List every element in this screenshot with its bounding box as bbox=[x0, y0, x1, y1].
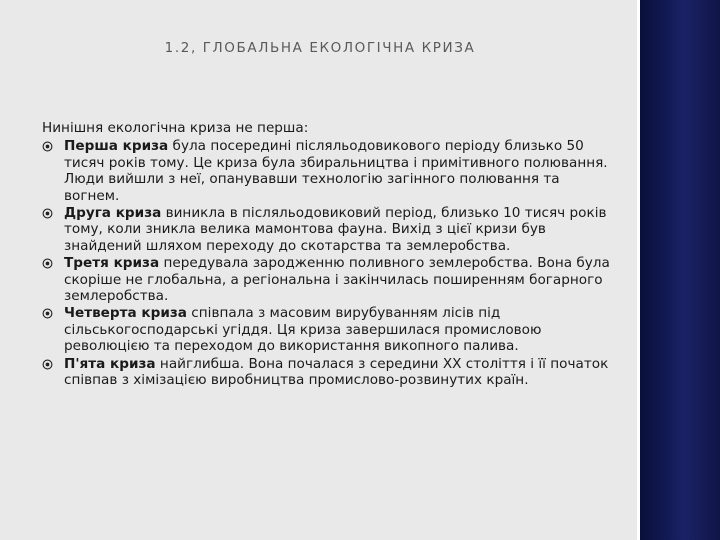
circled-dot-icon bbox=[42, 208, 53, 219]
item-term: Друга криза bbox=[64, 205, 162, 222]
intro-text: Нинішня екологічна криза не перша: bbox=[42, 120, 309, 136]
item-text: передувала зародженню поливного землеробства. Вона була скоріше не глобальна, а регіональна і закінчилась поширенням богарного землеробства. bbox=[64, 255, 610, 305]
crisis-list bbox=[42, 138, 612, 388]
item-term: Перша криза bbox=[64, 138, 169, 155]
list-item bbox=[42, 255, 612, 304]
item-text: була посередині післяльодовикового періоду близько 50 тисяч років тому. Це криза була збиральництва і примітивного полювання. Люди вийшли з неї, опанувавши технологію загінного полювання та вогнем. bbox=[64, 138, 608, 204]
list-item bbox=[42, 138, 612, 204]
list-item bbox=[42, 356, 612, 389]
item-text: співпала з масовим вирубуванням лісів під сільськогосподарські угіддя. Ця криза завершилася промисловою революцією та переходом до використання викопного палива. bbox=[64, 305, 542, 355]
list-item bbox=[42, 205, 612, 254]
slide-content bbox=[42, 120, 612, 390]
list-item bbox=[42, 305, 612, 354]
slide-title: 1.2, ГЛОБАЛЬНА ЕКОЛОГІЧНА КРИЗА bbox=[164, 40, 476, 56]
circled-dot-icon bbox=[42, 141, 53, 152]
item-text: виникла в післяльодовиковий період, близько 10 тисяч років тому, коли зникла велика мамонтова фауна. Вихід з цієї кризи був знайдений шляхом переходу до скотарства та землеробства. bbox=[64, 205, 607, 254]
item-term: Четверта криза bbox=[64, 305, 187, 322]
item-term: Третя криза bbox=[64, 255, 160, 272]
circled-dot-icon bbox=[42, 359, 53, 370]
item-term: П'ята криза bbox=[64, 355, 156, 372]
decorative-sidebar bbox=[640, 0, 720, 540]
circled-dot-icon bbox=[42, 308, 53, 319]
item-text: найглибша. Вона почалася з середини XX століття і її початок співпав з хімізацією виробництва промислово-розвинутих країн. bbox=[64, 355, 609, 389]
circled-dot-icon bbox=[42, 258, 53, 269]
